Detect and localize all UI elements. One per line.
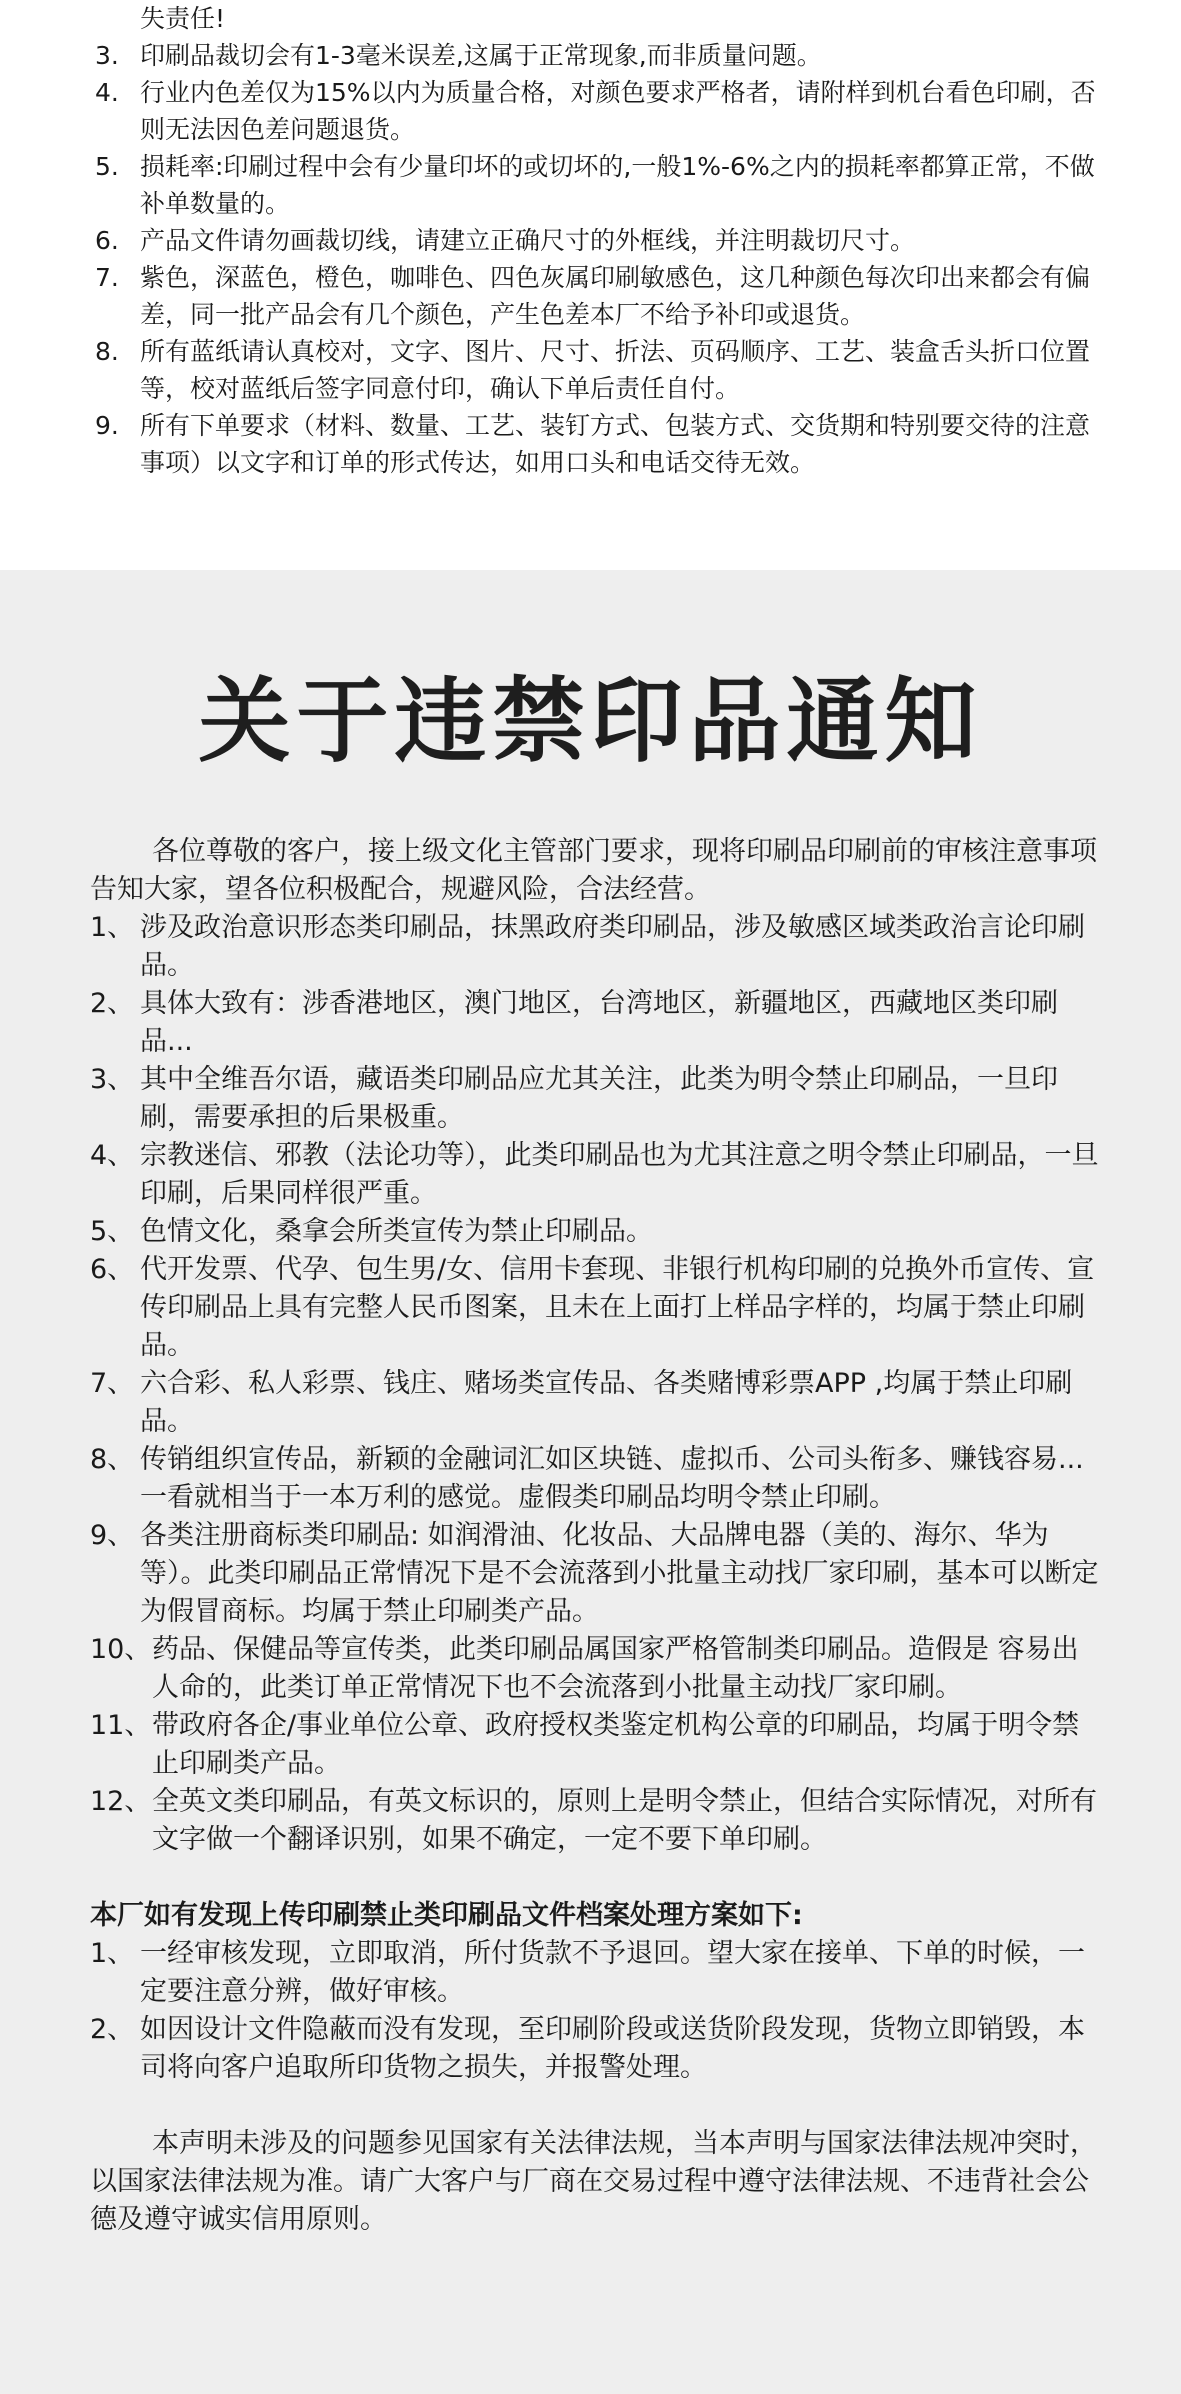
terms-item-text: 所有蓝纸请认真校对，文字、图片、尺寸、折法、页码顺序、工艺、装盒舌头折口位置等，校对蓝纸后签字同意付印，确认下单后责任自付。 xyxy=(140,337,1091,403)
terms-item xyxy=(95,148,1105,222)
terms-item-number: 4. xyxy=(95,78,119,107)
notice-item-text: 全英文类印刷品，有英文标识的，原则上是明令禁止，但结合实际情况，对所有文字做一个翻译识别，如果不确定，一定不要下单印刷。 xyxy=(152,1786,1097,1855)
terms-item-text: 印刷品裁切会有1-3毫米误差,这属于正常现象,而非质量问题。 xyxy=(140,41,822,70)
notice-item-text: 传销组织宣传品，新颖的金融词汇如区块链、虚拟币、公司头衔多、赚钱容易...一看就相当于一本万利的感觉。虚假类印刷品均明令禁止印刷。 xyxy=(140,1444,1084,1513)
notice-item-number: 7、 xyxy=(90,1368,135,1399)
notice-item xyxy=(90,985,1100,1061)
printing-terms-section xyxy=(0,0,1181,570)
terms-partial-text: 失责任! xyxy=(140,4,226,33)
notice-item xyxy=(90,1213,1100,1251)
handling-item-text: 一经审核发现，立即取消，所付货款不予退回。望大家在接单、下单的时候，一定要注意分辨，做好审核。 xyxy=(140,1938,1085,2007)
notice-item-number: 9、 xyxy=(90,1520,135,1551)
notice-item-text: 药品、保健品等宣传类，此类印刷品属国家严格管制类印刷品。造假是 容易出人命的，此类订单正常情况下也不会流落到小批量主动找厂家印刷。 xyxy=(152,1634,1079,1703)
handling-item xyxy=(90,2011,1100,2087)
terms-item xyxy=(95,259,1105,333)
terms-item-number: 7. xyxy=(95,263,119,292)
terms-item-text: 产品文件请勿画裁切线，请建立正确尺寸的外框线，并注明裁切尺寸。 xyxy=(140,226,916,255)
notice-item-text: 色情文化，桑拿会所类宣传为禁止印刷品。 xyxy=(140,1216,653,1247)
handling-heading: 本厂如有发现上传印刷禁止类印刷品文件档案处理方案如下: xyxy=(90,1900,803,1931)
notice-item xyxy=(90,1631,1100,1707)
notice-item xyxy=(90,1783,1100,1859)
notice-item-number: 6、 xyxy=(90,1254,135,1285)
notice-item-text: 涉及政治意识形态类印刷品，抹黑政府类印刷品，涉及敏感区域类政治言论印刷品。 xyxy=(140,912,1085,981)
notice-item-number: 1、 xyxy=(90,912,135,943)
notice-item-text: 宗教迷信、邪教（法论功等），此类印刷品也为尤其注意之明令禁止印刷品，一旦印刷，后果同样很严重。 xyxy=(140,1140,1099,1209)
notice-item xyxy=(90,1251,1100,1365)
notice-item-number: 8、 xyxy=(90,1444,135,1475)
prohibited-print-notice-section xyxy=(0,570,1181,2394)
terms-item xyxy=(95,222,1105,259)
notice-item xyxy=(90,1365,1100,1441)
handling-item-number: 1、 xyxy=(90,1938,135,1969)
notice-item xyxy=(90,1137,1100,1213)
terms-item-number: 9. xyxy=(95,411,119,440)
notice-body xyxy=(90,833,1100,2239)
notice-item-number: 2、 xyxy=(90,988,135,1019)
notice-item xyxy=(90,1441,1100,1517)
terms-item xyxy=(95,407,1105,481)
terms-item-number: 3. xyxy=(95,41,119,70)
terms-item-number: 6. xyxy=(95,226,119,255)
terms-item-text: 行业内色差仅为15%以内为质量合格，对颜色要求严格者，请附样到机台看色印刷，否则无法因色差问题退货。 xyxy=(140,78,1096,144)
notice-item-text: 其中全维吾尔语，藏语类印刷品应尤其关注，此类为明令禁止印刷品，一旦印刷，需要承担的后果极重。 xyxy=(140,1064,1058,1133)
notice-item-text: 各类注册商标类印刷品: 如润滑油、化妆品、大品牌电器（美的、海尔、华为等）。此类印刷品正常情况下是不会流落到小批量主动找厂家印刷，基本可以断定为假冒商标。均属于禁止印刷类产品。 xyxy=(140,1520,1099,1627)
terms-item-number: 5. xyxy=(95,152,119,181)
terms-item xyxy=(95,74,1105,148)
handling-item xyxy=(90,1935,1100,2011)
handling-item-number: 2、 xyxy=(90,2014,135,2045)
notice-item xyxy=(90,909,1100,985)
notice-item xyxy=(90,1707,1100,1783)
notice-item-text: 带政府各企/事业单位公章、政府授权类鉴定机构公章的印刷品，均属于明令禁止印刷类产品。 xyxy=(152,1710,1080,1779)
terms-item-number: 8. xyxy=(95,337,119,366)
notice-item xyxy=(90,1061,1100,1137)
notice-title: 关于违禁印品通知 xyxy=(198,668,983,775)
notice-item-text: 具体大致有：涉香港地区，澳门地区，台湾地区，新疆地区，西藏地区类印刷品... xyxy=(140,988,1058,1057)
terms-item xyxy=(95,333,1105,407)
notice-item-number: 11、 xyxy=(90,1710,152,1741)
terms-item-text: 紫色，深蓝色，橙色，咖啡色、四色灰属印刷敏感色，这几种颜色每次印出来都会有偏差，同一批产品会有几个颜色，产生色差本厂不给予补印或退货。 xyxy=(140,263,1091,329)
notice-item-number: 4、 xyxy=(90,1140,135,1171)
terms-item xyxy=(95,37,1105,74)
terms-partial-line xyxy=(95,0,1105,37)
notice-item-text: 六合彩、私人彩票、钱庄、赌场类宣传品、各类赌博彩票APP ,均属于禁止印刷品。 xyxy=(140,1368,1073,1437)
handling-item-text: 如因设计文件隐蔽而没有发现，至印刷阶段或送货阶段发现，货物立即销毁，本司将向客户追取所印货物之损失，并报警处理。 xyxy=(140,2014,1085,2083)
terms-item-text: 损耗率:印刷过程中会有少量印坏的或切坏的,一般1%-6%之内的损耗率都算正常，不做补单数量的。 xyxy=(140,152,1095,218)
notice-item-number: 12、 xyxy=(90,1786,152,1817)
terms-item-text: 所有下单要求（材料、数量、工艺、装钉方式、包装方式、交货期和特别要交待的注意事项）以文字和订单的形式传达，如用口头和电话交待无效。 xyxy=(140,411,1091,477)
closing-statement: 本声明未涉及的问题参见国家有关法律法规，当本声明与国家法律法规冲突时，以国家法律法规为准。请广大客户与厂商在交易过程中遵守法律法规、不违背社会公德及遵守诚实信用原则。 xyxy=(90,2128,1097,2235)
notice-item-number: 10、 xyxy=(90,1634,152,1665)
notice-item-text: 代开发票、代孕、包生男/女、信用卡套现、非银行机构印刷的兑换外币宣传、宣传印刷品上具有完整人民币图案，且未在上面打上样品字样的，均属于禁止印刷品。 xyxy=(140,1254,1095,1361)
notice-item xyxy=(90,1517,1100,1631)
notice-item-number: 5、 xyxy=(90,1216,135,1247)
printing-terms-list xyxy=(95,0,1105,481)
notice-item-number: 3、 xyxy=(90,1064,135,1095)
notice-intro: 各位尊敬的客户，接上级文化主管部门要求，现将印刷品印刷前的审核注意事项告知大家，望各位积极配合，规避风险，合法经营。 xyxy=(90,836,1097,905)
